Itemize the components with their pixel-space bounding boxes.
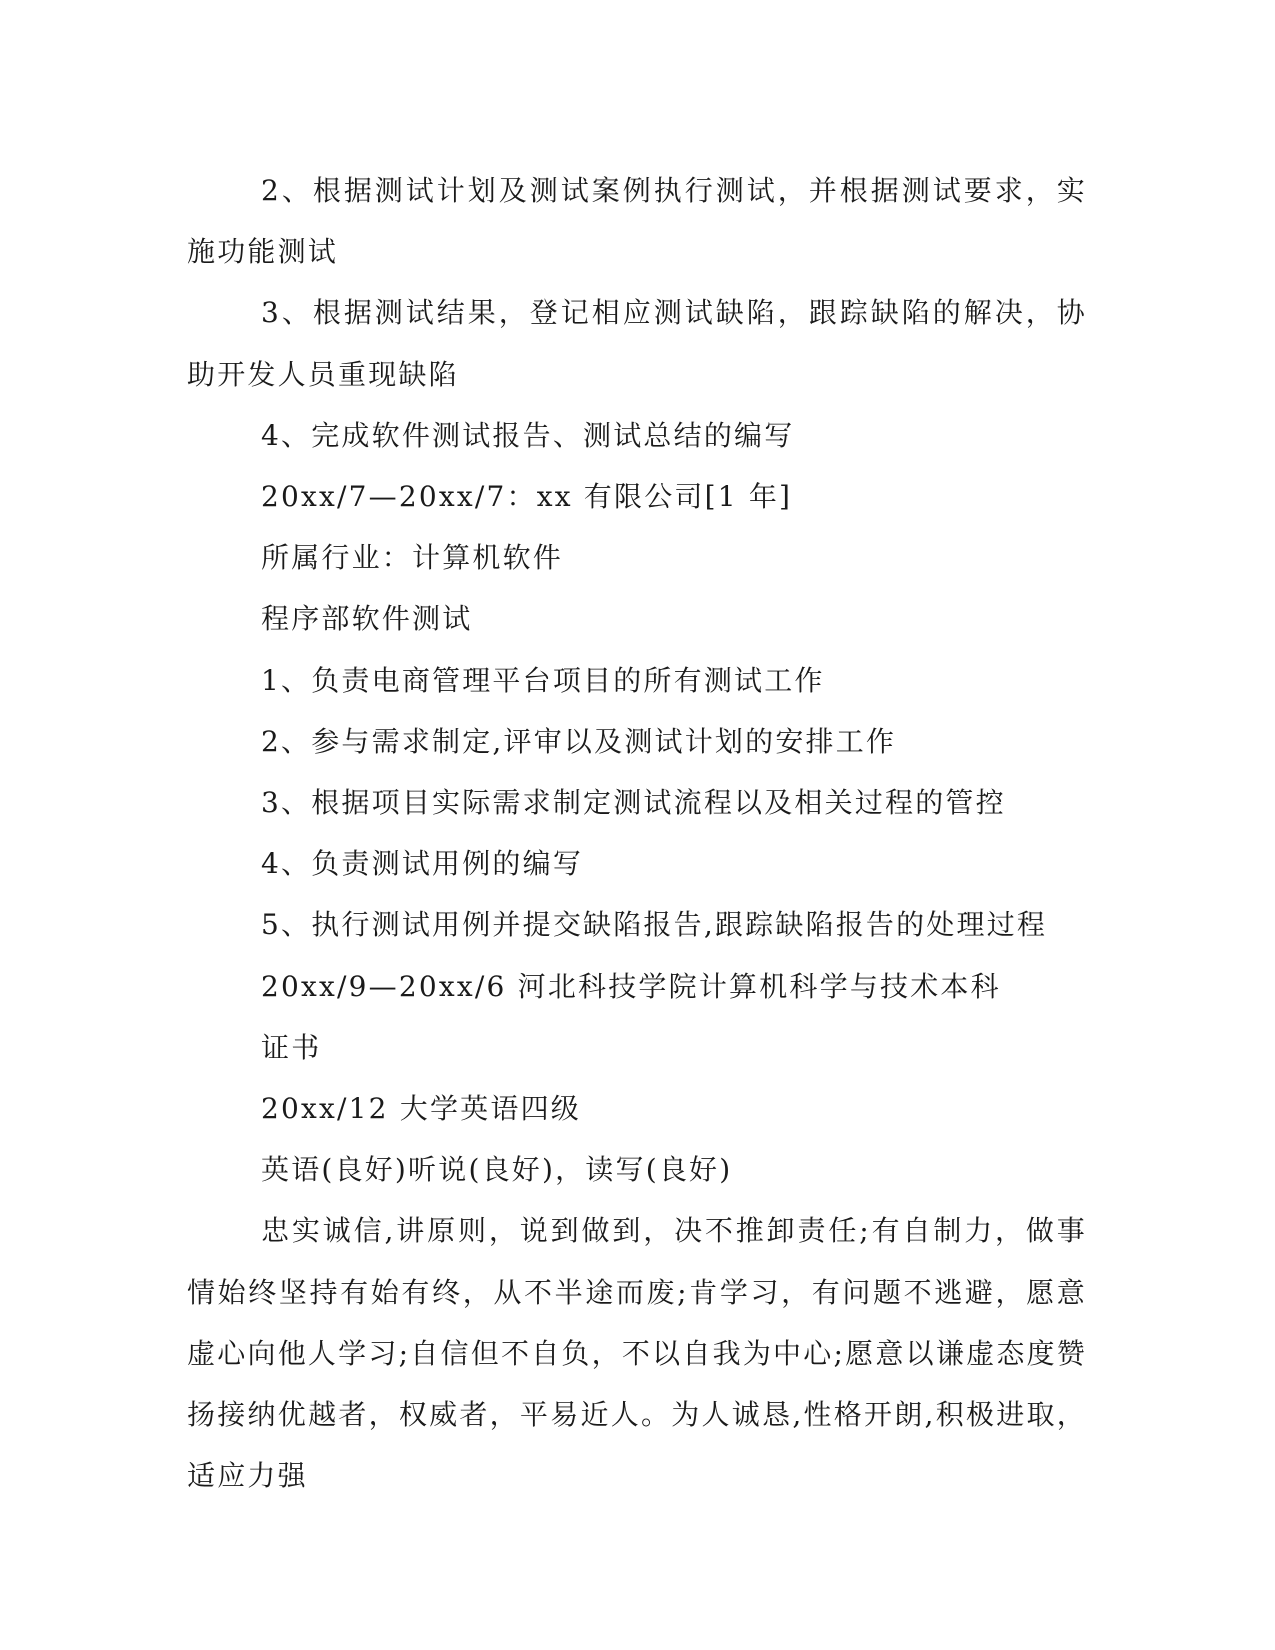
job-position: 程序部软件测试: [261, 602, 473, 636]
job-industry: 所属行业：计算机软件: [261, 541, 564, 575]
job-duty-5: 5、执行测试用例并提交缺陷报告,跟踪缺陷报告的处理过程: [261, 908, 1048, 942]
certificates-heading: 证书: [261, 1030, 322, 1064]
education-entry: 20xx/9—20xx/6 河北科技学院计算机科学与技术本科: [261, 969, 1001, 1003]
job-period-company: 20xx/7—20xx/7：xx 有限公司[1 年]: [261, 480, 793, 514]
self-evaluation: 忠实诚信,讲原则，说到做到，决不推卸责任;有自制力，做事情始终坚持有始有终，从不半途而废;肯学习，有问题不逃避，愿意虚心向他人学习;自信但不自负，不以自我为中心;愿意以谦虚态度赞扬接纳优越者，权威者，平易近人。为人诚恳,性格开朗,积极进取，适应力强: [187, 1214, 1087, 1493]
job-duty-4: 4、负责测试用例的编写: [261, 847, 584, 881]
paragraph-duty-2: 2、根据测试计划及测试案例执行测试，并根据测试要求，实施功能测试: [187, 174, 1087, 269]
job-duty-3: 3、根据项目实际需求制定测试流程以及相关过程的管控: [261, 786, 1006, 820]
paragraph-duty-3: 3、根据测试结果，登记相应测试缺陷，跟踪缺陷的解决，协助开发人员重现缺陷: [187, 296, 1087, 391]
certificate-cet4: 20xx/12 大学英语四级: [261, 1092, 581, 1126]
job-duty-1: 1、负责电商管理平台项目的所有测试工作: [261, 663, 825, 697]
document-body: [187, 160, 1087, 1506]
paragraph-duty-4: 4、完成软件测试报告、测试总结的编写: [261, 418, 795, 452]
job-duty-2: 2、参与需求制定,评审以及测试计划的安排工作: [261, 724, 897, 758]
language-skills: 英语(良好)听说(良好)，读写(良好): [261, 1153, 733, 1187]
